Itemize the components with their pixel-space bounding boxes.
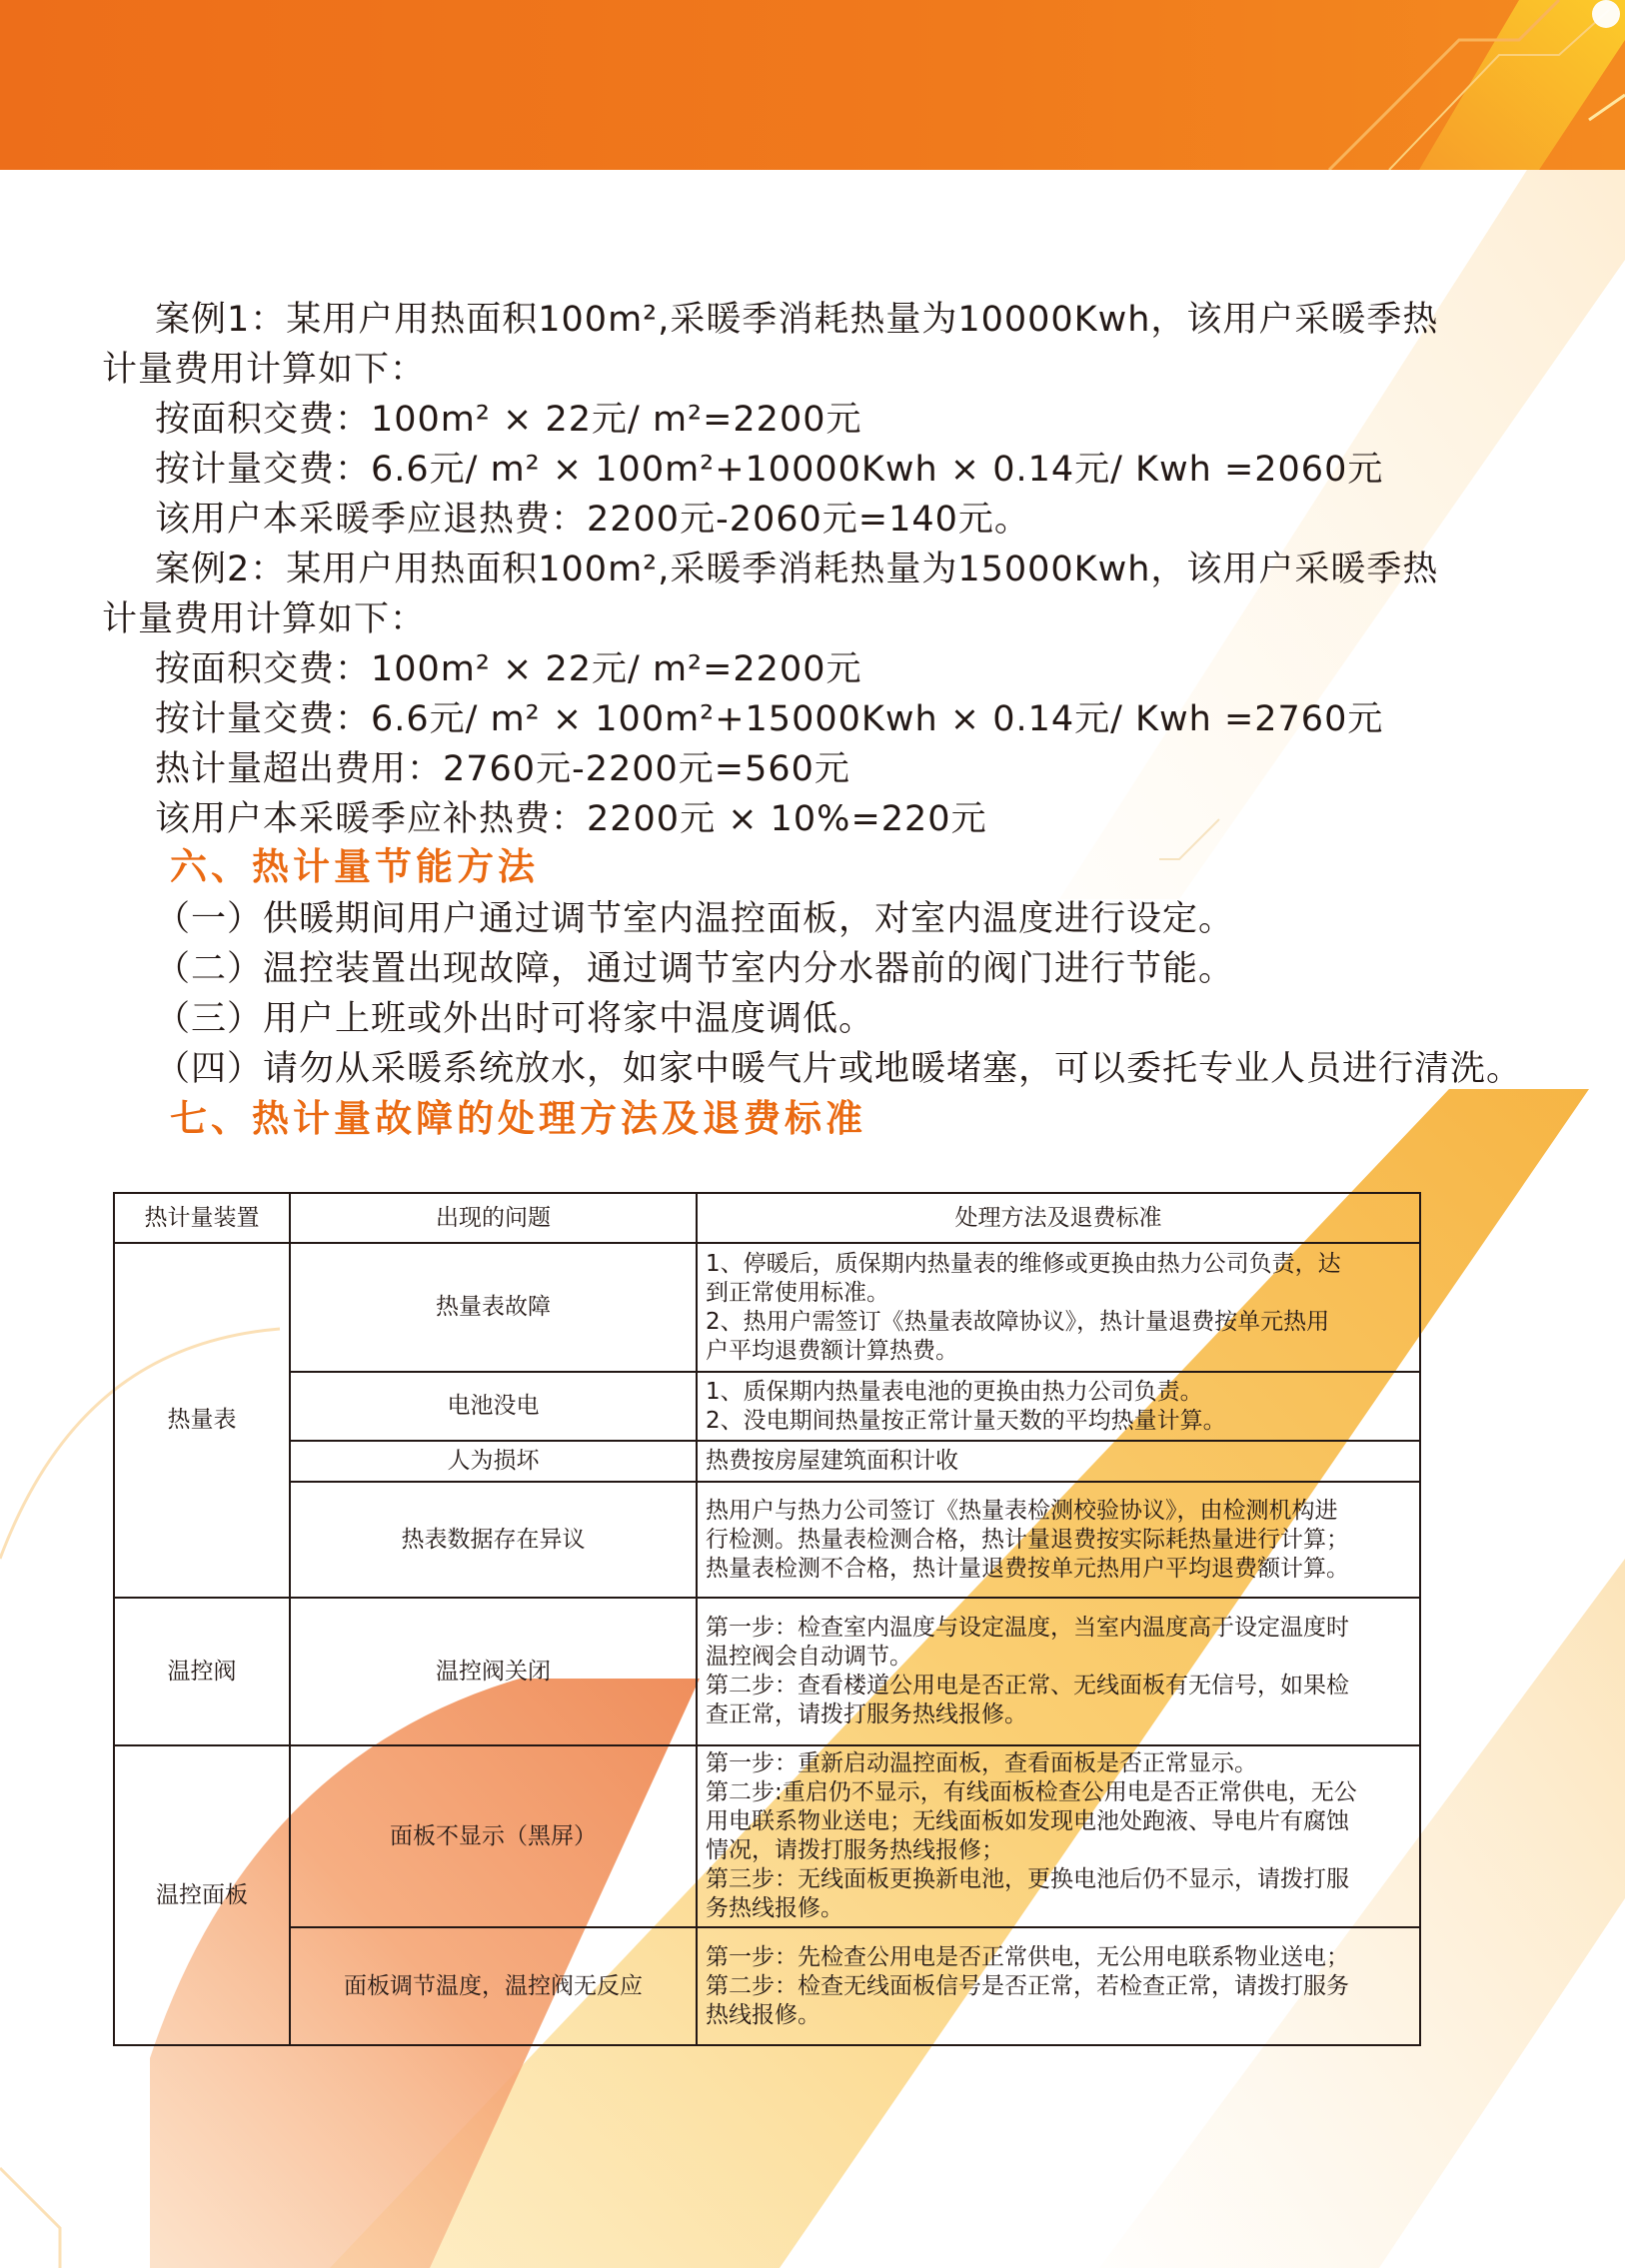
fault-table: [113, 1192, 1421, 2046]
solution-line: 用电联系物业送电；无线面板如发现电池处跑液、导电片有腐蚀: [706, 1808, 1349, 1834]
solution-line: 第一步：重新启动温控面板，查看面板是否正常显示。: [706, 1750, 1257, 1776]
solution-cell: [697, 1598, 1420, 1745]
case1-meter-fee: 按计量交费：6.6元/ m² × 100m²+10000Kwh × 0.14元/ Kwh =2060元: [155, 450, 1384, 490]
case2-area-fee: 按面积交费：100m² × 22元/ m²=2200元: [155, 649, 862, 689]
solution-line: 热用户与热力公司签订《热量表检测校验协议》，由检测机构进: [706, 1497, 1338, 1524]
table-row: [114, 1598, 1420, 1745]
table-row: [114, 1927, 1420, 2045]
section6-item-4: （四）请勿从采暖系统放水，如家中暖气片或地暖堵塞，可以委托专业人员进行清洗。: [155, 1049, 1523, 1089]
case2-supplement: 该用户本采暖季应补热费：2200元 × 10%=220元: [155, 799, 987, 839]
case2-line2: 计量费用计算如下：: [102, 599, 427, 639]
problem-cell: 面板调节温度，温控阀无反应: [290, 1927, 697, 2045]
table-row: [114, 1243, 1420, 1372]
fault-table-wrapper: [113, 1192, 1419, 2046]
solution-line: 第二步：检查无线面板信号是否正常，若检查正常，请拨打服务: [706, 1972, 1349, 1999]
solution-line: 热费按房屋建筑面积计收: [706, 1448, 958, 1474]
solution-line: 行检测。热量表检测合格，热计量退费按实际耗热量进行计算；: [706, 1526, 1349, 1553]
problem-cell: 电池没电: [290, 1372, 697, 1441]
case1-refund: 该用户本采暖季应退热费：2200元-2060元=140元。: [155, 500, 1030, 540]
solution-line: 温控阀会自动调节。: [706, 1644, 912, 1670]
device-cell: 温控面板: [114, 1745, 290, 2045]
problem-cell: 热量表故障: [290, 1243, 697, 1372]
solution-line: 第一步：检查室内温度与设定温度，当室内温度高于设定温度时: [706, 1615, 1349, 1641]
section6-item-2: （二）温控装置出现故障，通过调节室内分水器前的阀门进行节能。: [155, 949, 1235, 989]
problem-cell: 热表数据存在异议: [290, 1482, 697, 1598]
case1-line2: 计量费用计算如下：: [102, 350, 427, 390]
solution-line: 查正常，请拨打服务热线报修。: [706, 1701, 1027, 1727]
solution-line: 1、质保期内热量表电池的更换由热力公司负责。: [706, 1378, 1203, 1405]
solution-line: 到正常使用标准。: [706, 1279, 889, 1306]
solution-line: 第二步：查看楼道公用电是否正常、无线面板有无信号，如果检: [706, 1673, 1349, 1699]
case1-line1: 案例1：某用户用热面积100m²,采暖季消耗热量为10000Kwh，该用户采暖季热: [155, 300, 1439, 340]
solution-line: 2、热用户需签订《热量表故障协议》，热计量退费按单元热用: [706, 1308, 1330, 1335]
header-problem: 出现的问题: [290, 1193, 697, 1243]
table-row: [114, 1372, 1420, 1441]
solution-cell: [697, 1927, 1420, 2045]
case1-area-fee: 按面积交费：100m² × 22元/ m²=2200元: [155, 400, 862, 440]
problem-cell: 面板不显示（黑屏）: [290, 1745, 697, 1927]
problem-cell: 人为损坏: [290, 1441, 697, 1482]
solution-line: 1、停暖后，质保期内热量表的维修或更换由热力公司负责，达: [706, 1250, 1341, 1277]
solution-line: 务热线报修。: [706, 1895, 843, 1921]
table-row: [114, 1745, 1420, 1927]
header-solution: 处理方法及退费标准: [697, 1193, 1420, 1243]
solution-cell: [697, 1243, 1420, 1372]
solution-line: 第一步：先检查公用电是否正常供电，无公用电联系物业送电；: [706, 1943, 1349, 1970]
section6-heading: 六、热计量节能方法: [170, 845, 539, 888]
case2-meter-fee: 按计量交费：6.6元/ m² × 100m²+15000Kwh × 0.14元/ Kwh =2760元: [155, 699, 1384, 739]
table-header-row: [114, 1193, 1420, 1243]
solution-line: 第三步：无线面板更换新电池，更换电池后仍不显示，请拨打服: [706, 1866, 1349, 1892]
table-row: [114, 1441, 1420, 1482]
table-row: [114, 1482, 1420, 1598]
section6-item-1: （一）供暖期间用户通过调节室内温控面板，对室内温度进行设定。: [155, 899, 1235, 939]
solution-cell: [697, 1441, 1420, 1482]
section7-heading: 七、热计量故障的处理方法及退费标准: [170, 1097, 866, 1140]
case2-line1: 案例2：某用户用热面积100m²,采暖季消耗热量为15000Kwh，该用户采暖季热: [155, 550, 1439, 589]
solution-cell: [697, 1745, 1420, 1927]
section6-item-3: （三）用户上班或外出时可将家中温度调低。: [155, 999, 875, 1039]
solution-line: 户平均退费额计算热费。: [706, 1337, 958, 1364]
solution-line: 情况，请拨打服务热线报修；: [706, 1837, 1004, 1863]
header-device: 热计量装置: [114, 1193, 290, 1243]
solution-cell: [697, 1482, 1420, 1598]
device-cell: 热量表: [114, 1243, 290, 1598]
device-cell: 温控阀: [114, 1598, 290, 1745]
solution-line: 第二步:重启仍不显示，有线面板检查公用电是否正常供电，无公: [706, 1779, 1357, 1805]
solution-cell: [697, 1372, 1420, 1441]
solution-line: 2、没电期间热量按正常计量天数的平均热量计算。: [706, 1407, 1226, 1434]
solution-line: 热量表检测不合格，热计量退费按单元热用户平均退费额计算。: [706, 1555, 1349, 1582]
solution-line: 热线报修。: [706, 2001, 820, 2028]
problem-cell: 温控阀关闭: [290, 1598, 697, 1745]
case2-excess: 热计量超出费用：2760元-2200元=560元: [155, 749, 850, 789]
